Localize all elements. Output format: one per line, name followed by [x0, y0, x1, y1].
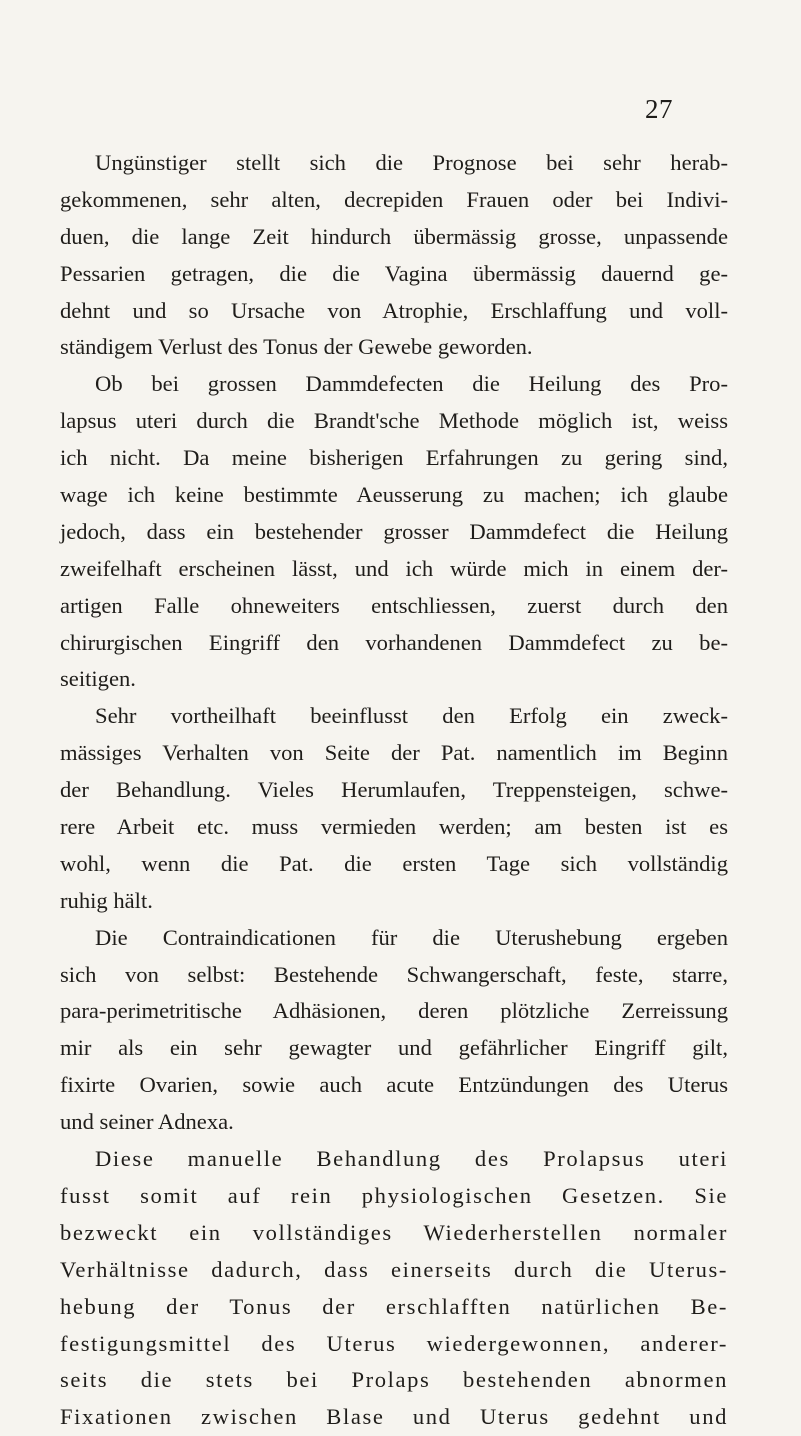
text-line: festigungsmittel des Uterus wiedergewonnen, anderer- — [60, 1330, 728, 1356]
text-line: para-perimetritische Adhäsionen, deren plötzliche Zerreissung — [60, 998, 728, 1024]
text-line: Ob bei grossen Dammdefecten die Heilung des Pro- — [95, 371, 728, 397]
text-line: gekommenen, sehr alten, decrepiden Frauen oder bei Indivi- — [60, 186, 728, 212]
text-line: artigen Falle ohneweiters entschliessen, zuerst durch den — [60, 592, 728, 618]
text-line: wage ich keine bestimmte Aeusserung zu machen; ich glaube — [60, 482, 728, 508]
text-line: fixirte Ovarien, sowie auch acute Entzündungen des Uterus — [60, 1072, 728, 1098]
text-line: fusst somit auf rein physiologischen Gesetzen. Sie — [60, 1182, 728, 1208]
text-line: duen, die lange Zeit hindurch übermässig grosse, unpassende — [60, 223, 728, 249]
text-line: lapsus uteri durch die Brandt'sche Methode möglich ist, weiss — [60, 408, 728, 434]
text-line: zweifelhaft erscheinen lässt, und ich würde mich in einem der- — [60, 555, 728, 581]
text-line: Pessarien getragen, die die Vagina übermässig dauernd ge- — [60, 260, 728, 286]
text-line: mässiges Verhalten von Seite der Pat. namentlich im Beginn — [60, 740, 728, 766]
text-line: der Behandlung. Vieles Herumlaufen, Treppensteigen, schwe- — [60, 777, 728, 803]
text-line: ständigem Verlust des Tonus der Gewebe geworden. — [60, 334, 533, 360]
text-line: und seiner Adnexa. — [60, 1109, 234, 1135]
text-line: Diese manuelle Behandlung des Prolapsus uteri — [95, 1146, 728, 1172]
text-line: rere Arbeit etc. muss vermieden werden; am besten ist es — [60, 814, 728, 840]
text-line: dehnt und so Ursache von Atrophie, Erschlaffung und voll- — [60, 297, 728, 323]
text-line: Fixationen zwischen Blase und Uterus gedehnt und — [60, 1404, 728, 1430]
text-line: hebung der Tonus der erschlafften natürlichen Be- — [60, 1293, 728, 1319]
text-line: ruhig hält. — [60, 887, 153, 913]
text-line: bezweckt ein vollständiges Wiederherstellen normaler — [60, 1219, 728, 1245]
text-line: Sehr vortheilhaft beeinflusst den Erfolg ein zweck- — [95, 703, 728, 729]
text-line: jedoch, dass ein bestehender grosser Dammdefect die Heilung — [60, 518, 728, 544]
text-line: mir als ein sehr gewagter und gefährlicher Eingriff gilt, — [60, 1035, 728, 1061]
page-number: 27 — [645, 94, 673, 124]
text-line: seitigen. — [60, 666, 136, 692]
text-line: Ungünstiger stellt sich die Prognose bei sehr herab- — [95, 150, 728, 175]
text-line: Die Contraindicationen für die Uterushebung ergeben — [95, 924, 728, 950]
body-text — [60, 145, 728, 1436]
text-line: chirurgischen Eingriff den vorhandenen Dammdefect zu be- — [60, 629, 728, 655]
text-line: seits die stets bei Prolaps bestehenden abnormen — [60, 1367, 728, 1393]
text-line: wohl, wenn die Pat. die ersten Tage sich vollständig — [60, 850, 728, 876]
text-line: ich nicht. Da meine bisherigen Erfahrungen zu gering sind, — [60, 445, 728, 471]
text-line: Verhältnisse dadurch, dass einerseits durch die Uterus- — [60, 1256, 728, 1282]
text-line: sich von selbst: Bestehende Schwangerschaft, feste, starre, — [60, 961, 728, 987]
